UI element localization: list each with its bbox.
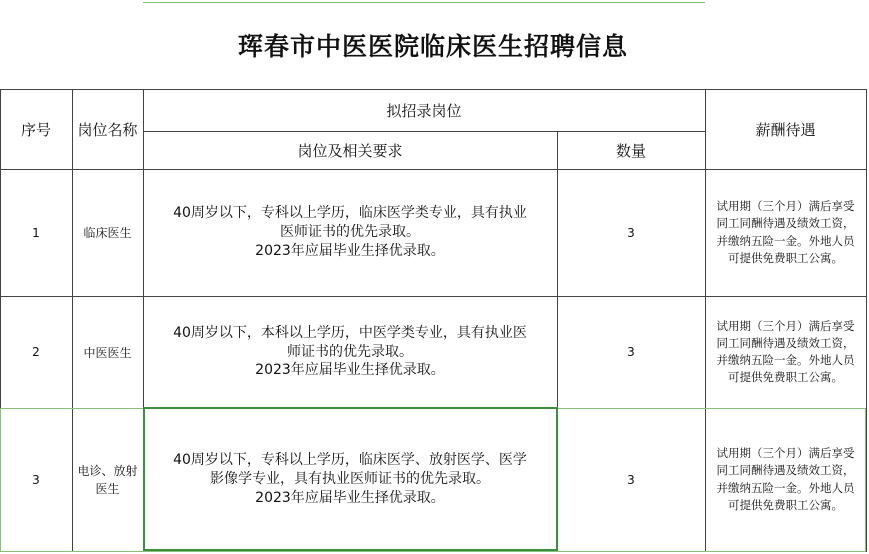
name-line: 医生 (95, 481, 120, 496)
salary-line: 可提供免费职工公寓。 (728, 497, 843, 512)
row-3-requirements[interactable] (143, 408, 557, 551)
row-3-salary[interactable] (705, 408, 866, 551)
salary-line: 同工同酬待遇及绩效工资， (716, 463, 855, 478)
salary-line: 可提供免费职工公寓。 (728, 250, 843, 265)
row-3-seq[interactable]: 3 (32, 472, 40, 487)
name-line: 电诊、放射 (77, 463, 138, 478)
salary-line: 同工同酬待遇及绩效工资， (716, 216, 855, 231)
row-2-name[interactable]: 中医医生 (83, 345, 132, 360)
row-1-seq[interactable]: 1 (32, 225, 40, 240)
req-line: 2023年应届毕业生择优录取。 (255, 489, 445, 506)
row-3-count[interactable]: 3 (627, 472, 635, 487)
req-line: 师证书的优先录取。 (286, 343, 413, 360)
grid-line (0, 551, 866, 552)
row-1-count[interactable]: 3 (627, 225, 635, 240)
req-line: 40周岁以下，专科以上学历，临床医学、放射医学、医学 (173, 452, 527, 469)
header-count[interactable]: 数量 (615, 141, 646, 160)
row-1-requirements[interactable] (143, 169, 557, 296)
req-line: 2023年应届毕业生择优录取。 (255, 242, 445, 259)
selection-edge (143, 2, 705, 3)
page-title: 珲春市中医医院临床医生招聘信息 (237, 31, 628, 61)
req-line: 40周岁以下，专科以上学历，临床医学类专业，具有执业 (173, 205, 527, 222)
req-line: 40周岁以下，本科以上学历，中医学类专业，具有执业医 (173, 324, 527, 341)
title-cell[interactable] (0, 0, 866, 90)
req-line: 医师证书的优先录取。 (279, 224, 420, 241)
row-2-seq[interactable]: 2 (32, 345, 40, 359)
row-2-salary[interactable] (705, 296, 866, 408)
row-3-name[interactable] (72, 408, 143, 551)
salary-line: 并缴纳五险一金。外地人员 (716, 353, 855, 367)
grid-line (866, 89, 867, 552)
header-planned[interactable]: 拟招录岗位 (386, 101, 462, 120)
salary-line: 试用期（三个月）满后享受 (716, 318, 855, 333)
header-requirements[interactable]: 岗位及相关要求 (297, 141, 403, 160)
row-2-count[interactable]: 3 (627, 345, 635, 359)
salary-line: 同工同酬待遇及绩效工资， (716, 335, 855, 350)
salary-line: 并缴纳五险一金。外地人员 (716, 480, 855, 495)
req-line: 影像学专业，具有执业医师证书的优先录取。 (209, 471, 490, 488)
salary-line: 试用期（三个月）满后享受 (716, 199, 855, 213)
header-salary[interactable]: 薪酬待遇 (755, 120, 816, 139)
row-1-salary[interactable] (705, 169, 866, 296)
header-position-name[interactable]: 岗位名称 (77, 120, 138, 139)
header-seq[interactable]: 序号 (20, 120, 51, 139)
row-2-requirements[interactable] (143, 296, 557, 408)
req-line: 2023年应届毕业生择优录取。 (255, 362, 445, 379)
salary-line: 试用期（三个月）满后享受 (716, 446, 855, 460)
salary-line: 可提供免费职工公寓。 (728, 370, 843, 385)
row-1-name[interactable]: 临床医生 (83, 226, 132, 240)
salary-line: 并缴纳五险一金。外地人员 (716, 233, 855, 248)
